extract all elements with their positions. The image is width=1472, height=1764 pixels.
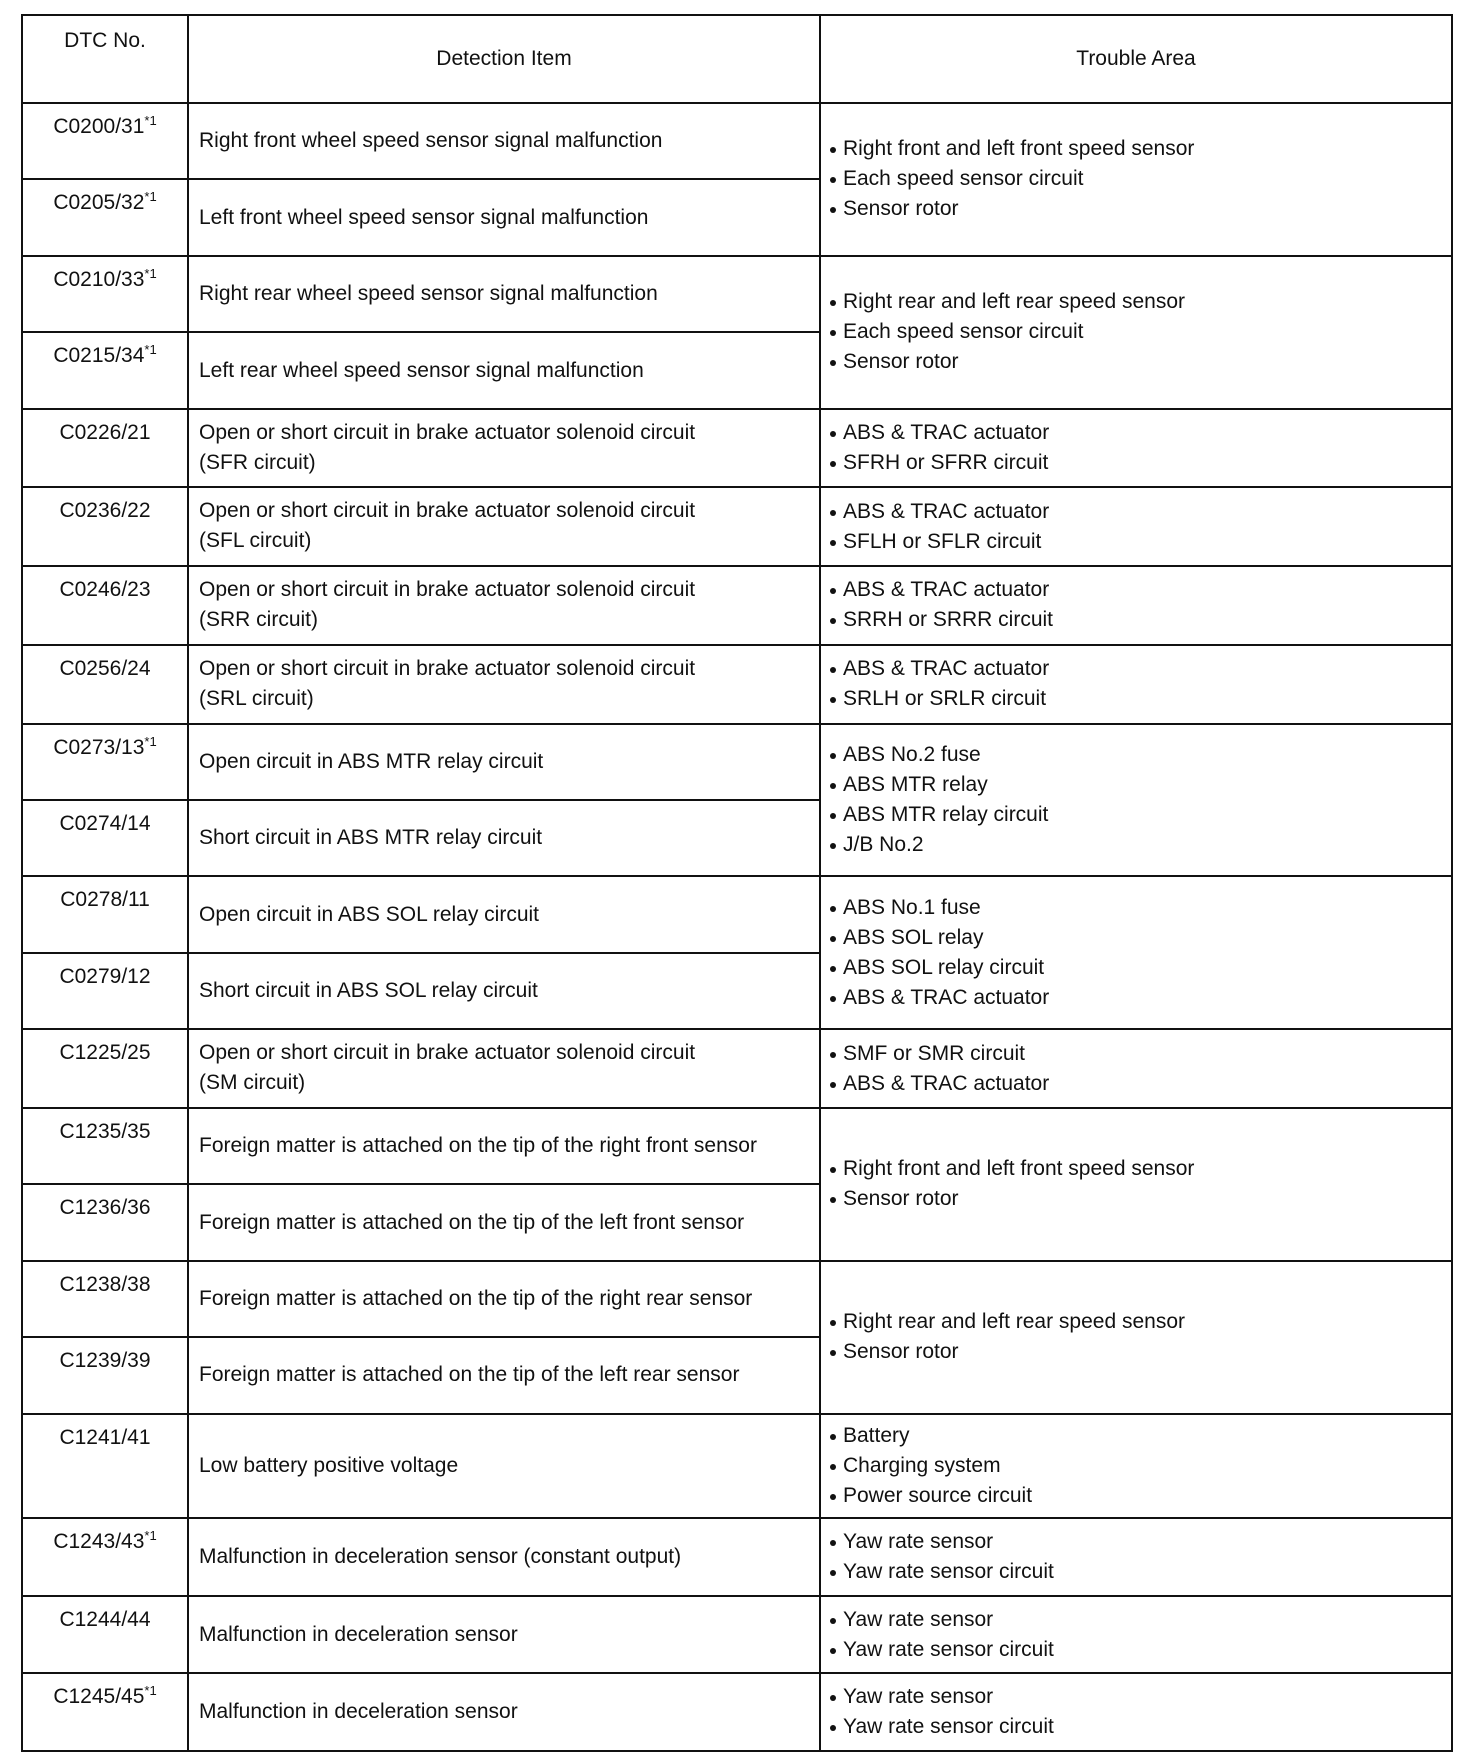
detection-text: Open or short circuit in brake actuator solenoid circuit [199, 1041, 696, 1065]
dtc-code: C0273/13 [53, 735, 145, 759]
table-row [22, 1108, 1452, 1184]
trouble-area-item: Battery [830, 1421, 1451, 1451]
detection-item [188, 1029, 820, 1108]
table-row [22, 1673, 1452, 1751]
trouble-area-item: Right rear and left rear speed sensor [830, 1307, 1451, 1337]
dtc-number [22, 1673, 188, 1751]
trouble-area-item: ABS No.1 fuse [830, 893, 1451, 923]
detection-text: (SM circuit) [199, 1071, 306, 1095]
header-trouble-area: Trouble Area [820, 15, 1452, 103]
dtc-code: C0279/12 [59, 964, 151, 988]
trouble-area [820, 1596, 1452, 1674]
detection-text: Foreign matter is attached on the tip of the right front sensor [199, 1134, 757, 1158]
detection-item [188, 1337, 820, 1413]
table-row [22, 487, 1452, 566]
trouble-area-item: Yaw rate sensor circuit [830, 1557, 1451, 1587]
detection-text: Malfunction in deceleration sensor [199, 1700, 518, 1724]
detection-text: (SRL circuit) [199, 686, 314, 710]
trouble-area-list [830, 575, 1451, 635]
trouble-area-item: SFRH or SFRR circuit [830, 448, 1451, 478]
trouble-area-item: Power source circuit [830, 1481, 1451, 1511]
detection-item [188, 566, 820, 645]
table-row [22, 876, 1452, 952]
detection-text: Low battery positive voltage [199, 1453, 459, 1477]
trouble-area-item: Sensor rotor [830, 1184, 1451, 1214]
trouble-area [820, 1029, 1452, 1108]
dtc-number [22, 645, 188, 724]
detection-text: Short circuit in ABS MTR relay circuit [199, 826, 543, 850]
trouble-area [820, 256, 1452, 409]
trouble-area-item: SFLH or SFLR circuit [830, 527, 1451, 557]
detection-text: (SFL circuit) [199, 529, 312, 553]
trouble-area-list [830, 418, 1451, 478]
dtc-code: C0256/24 [59, 656, 151, 680]
trouble-area-list [830, 893, 1451, 1013]
dtc-code: C0226/21 [59, 420, 151, 444]
trouble-area-list [830, 1154, 1451, 1214]
dtc-number [22, 1596, 188, 1674]
trouble-area-item: Yaw rate sensor circuit [830, 1712, 1451, 1742]
trouble-area-item: ABS & TRAC actuator [830, 575, 1451, 605]
detection-item [188, 800, 820, 876]
dtc-code: C0246/23 [59, 578, 151, 602]
detection-text: Left rear wheel speed sensor signal malfunction [199, 358, 644, 382]
table-row [22, 1029, 1452, 1108]
dtc-code: C1236/36 [59, 1196, 151, 1220]
trouble-area-list [830, 1682, 1451, 1742]
dtc-number [22, 103, 188, 179]
dtc-code: C1225/25 [59, 1041, 151, 1065]
dtc-code: C0200/31 [53, 115, 145, 138]
trouble-area-item: Each speed sensor circuit [830, 164, 1451, 194]
trouble-area-item: Yaw rate sensor [830, 1605, 1451, 1635]
trouble-area [820, 409, 1452, 488]
dtc-number [22, 1414, 188, 1519]
trouble-area-item: Right front and left front speed sensor [830, 1154, 1451, 1184]
trouble-area-item: ABS & TRAC actuator [830, 497, 1451, 527]
detection-item [188, 1261, 820, 1337]
trouble-area-item: ABS & TRAC actuator [830, 654, 1451, 684]
trouble-area [820, 724, 1452, 877]
footnote-marker: *1 [144, 342, 157, 358]
trouble-area-item: Each speed sensor circuit [830, 317, 1451, 347]
footnote-marker: *1 [144, 113, 157, 128]
table-header-row [22, 15, 1452, 103]
trouble-area [820, 645, 1452, 724]
detection-text: Left front wheel speed sensor signal malfunction [199, 205, 649, 229]
dtc-number [22, 1184, 188, 1260]
trouble-area [820, 487, 1452, 566]
detection-item [188, 179, 820, 255]
dtc-number [22, 1337, 188, 1413]
trouble-area-item: Sensor rotor [830, 194, 1451, 224]
detection-text: Short circuit in ABS SOL relay circuit [199, 979, 538, 1003]
table-row [22, 1518, 1452, 1596]
table-row [22, 103, 1452, 179]
trouble-area-list [830, 497, 1451, 557]
dtc-number [22, 566, 188, 645]
detection-item [188, 645, 820, 724]
dtc-number [22, 332, 188, 408]
detection-item [188, 953, 820, 1029]
trouble-area-item: Right rear and left rear speed sensor [830, 287, 1451, 317]
trouble-area-item: ABS & TRAC actuator [830, 1069, 1451, 1099]
trouble-area [820, 1518, 1452, 1596]
dtc-code: C0278/11 [60, 888, 150, 912]
trouble-area-list [830, 1527, 1451, 1587]
header-detection-item: Detection Item [188, 15, 820, 103]
dtc-code: C1235/35 [59, 1119, 151, 1143]
dtc-number [22, 876, 188, 952]
trouble-area-list [830, 1421, 1451, 1511]
dtc-number [22, 1029, 188, 1108]
detection-text: Open circuit in ABS MTR relay circuit [199, 749, 544, 773]
table-row [22, 1261, 1452, 1337]
detection-item [188, 1184, 820, 1260]
trouble-area-item: Charging system [830, 1451, 1451, 1481]
dtc-code: C0274/14 [59, 811, 151, 835]
detection-text: Right front wheel speed sensor signal malfunction [199, 129, 663, 153]
trouble-area-item: ABS SOL relay [830, 923, 1451, 953]
detection-item [188, 1596, 820, 1674]
footnote-marker: *1 [144, 265, 157, 281]
detection-text: Right rear wheel speed sensor signal malfunction [199, 282, 658, 306]
detection-item [188, 1518, 820, 1596]
trouble-area [820, 566, 1452, 645]
detection-item [188, 1673, 820, 1751]
dtc-number [22, 179, 188, 255]
dtc-table [21, 14, 1453, 1752]
dtc-number [22, 256, 188, 332]
trouble-area-item: Sensor rotor [830, 1337, 1451, 1367]
trouble-area-list [830, 740, 1451, 860]
footnote-marker: *1 [144, 1528, 157, 1544]
trouble-area [820, 103, 1452, 256]
dtc-code: C1241/41 [59, 1425, 151, 1449]
detection-text: Open or short circuit in brake actuator solenoid circuit [199, 656, 696, 680]
detection-text: (SRR circuit) [199, 608, 318, 632]
dtc-code: C1239/39 [59, 1349, 151, 1373]
footnote-marker: *1 [144, 733, 157, 749]
trouble-area-item: ABS MTR relay [830, 770, 1451, 800]
trouble-area-item: Right front and left front speed sensor [830, 134, 1451, 164]
detection-text: Malfunction in deceleration sensor (constant output) [199, 1545, 682, 1568]
table-row [22, 1596, 1452, 1674]
detection-text: Open circuit in ABS SOL relay circuit [199, 902, 540, 926]
detection-text: Open or short circuit in brake actuator solenoid circuit [199, 578, 696, 602]
detection-text: Foreign matter is attached on the tip of the left front sensor [199, 1210, 745, 1234]
detection-item [188, 103, 820, 179]
detection-text: (SFR circuit) [199, 450, 316, 474]
trouble-area-item: ABS MTR relay circuit [830, 800, 1451, 830]
trouble-area-item: ABS & TRAC actuator [830, 983, 1451, 1013]
table-row [22, 409, 1452, 488]
trouble-area-item: Yaw rate sensor [830, 1527, 1451, 1557]
trouble-area-list [830, 654, 1451, 714]
trouble-area-item: SRRH or SRRR circuit [830, 605, 1451, 635]
detection-item [188, 876, 820, 952]
detection-item [188, 487, 820, 566]
dtc-number [22, 724, 188, 800]
trouble-area-item: Yaw rate sensor [830, 1682, 1451, 1712]
detection-item [188, 256, 820, 332]
trouble-area-list [830, 1605, 1451, 1665]
dtc-code: C1238/38 [59, 1272, 151, 1296]
trouble-area [820, 876, 1452, 1029]
dtc-number [22, 409, 188, 488]
detection-text: Malfunction in deceleration sensor [199, 1622, 518, 1646]
table-row [22, 1414, 1452, 1519]
dtc-number [22, 1108, 188, 1184]
table-row [22, 724, 1452, 800]
dtc-number [22, 487, 188, 566]
trouble-area-list [830, 1307, 1451, 1367]
detection-text: Foreign matter is attached on the tip of the right rear sensor [199, 1287, 753, 1311]
trouble-area [820, 1414, 1452, 1519]
trouble-area-item: Sensor rotor [830, 347, 1451, 377]
dtc-code: C1243/43 [53, 1530, 145, 1554]
table-row [22, 645, 1452, 724]
detection-item [188, 409, 820, 488]
dtc-code: C0205/32 [53, 191, 145, 215]
detection-item [188, 332, 820, 408]
dtc-code: C0210/33 [53, 267, 145, 291]
dtc-code: C1245/45 [53, 1685, 145, 1709]
dtc-code: C0236/22 [59, 499, 151, 523]
trouble-area-item: ABS No.2 fuse [830, 740, 1451, 770]
trouble-area-item: ABS & TRAC actuator [830, 418, 1451, 448]
trouble-area-list [830, 287, 1451, 377]
footnote-marker: *1 [144, 1683, 157, 1699]
footnote-marker: *1 [144, 189, 157, 205]
dtc-code: C0215/34 [53, 344, 145, 368]
trouble-area-item: J/B No.2 [830, 830, 1451, 860]
trouble-area [820, 1673, 1452, 1751]
dtc-code: C1244/44 [59, 1607, 151, 1631]
detection-item [188, 1414, 820, 1519]
detection-text: Open or short circuit in brake actuator solenoid circuit [199, 499, 696, 523]
trouble-area [820, 1261, 1452, 1414]
detection-text: Open or short circuit in brake actuator solenoid circuit [199, 420, 696, 444]
trouble-area-item: ABS SOL relay circuit [830, 953, 1451, 983]
detection-item [188, 724, 820, 800]
detection-item [188, 1108, 820, 1184]
trouble-area-list [830, 1039, 1451, 1099]
trouble-area-item: Yaw rate sensor circuit [830, 1635, 1451, 1665]
trouble-area-item: SRLH or SRLR circuit [830, 684, 1451, 714]
header-dtc-no: DTC No. [22, 15, 188, 103]
table-row [22, 256, 1452, 332]
detection-text: Foreign matter is attached on the tip of the left rear sensor [199, 1363, 740, 1387]
dtc-number [22, 953, 188, 1029]
trouble-area-list [830, 134, 1451, 224]
table-row [22, 566, 1452, 645]
trouble-area-item: SMF or SMR circuit [830, 1039, 1451, 1069]
dtc-number [22, 1261, 188, 1337]
dtc-number [22, 1518, 188, 1596]
dtc-number [22, 800, 188, 876]
trouble-area [820, 1108, 1452, 1261]
